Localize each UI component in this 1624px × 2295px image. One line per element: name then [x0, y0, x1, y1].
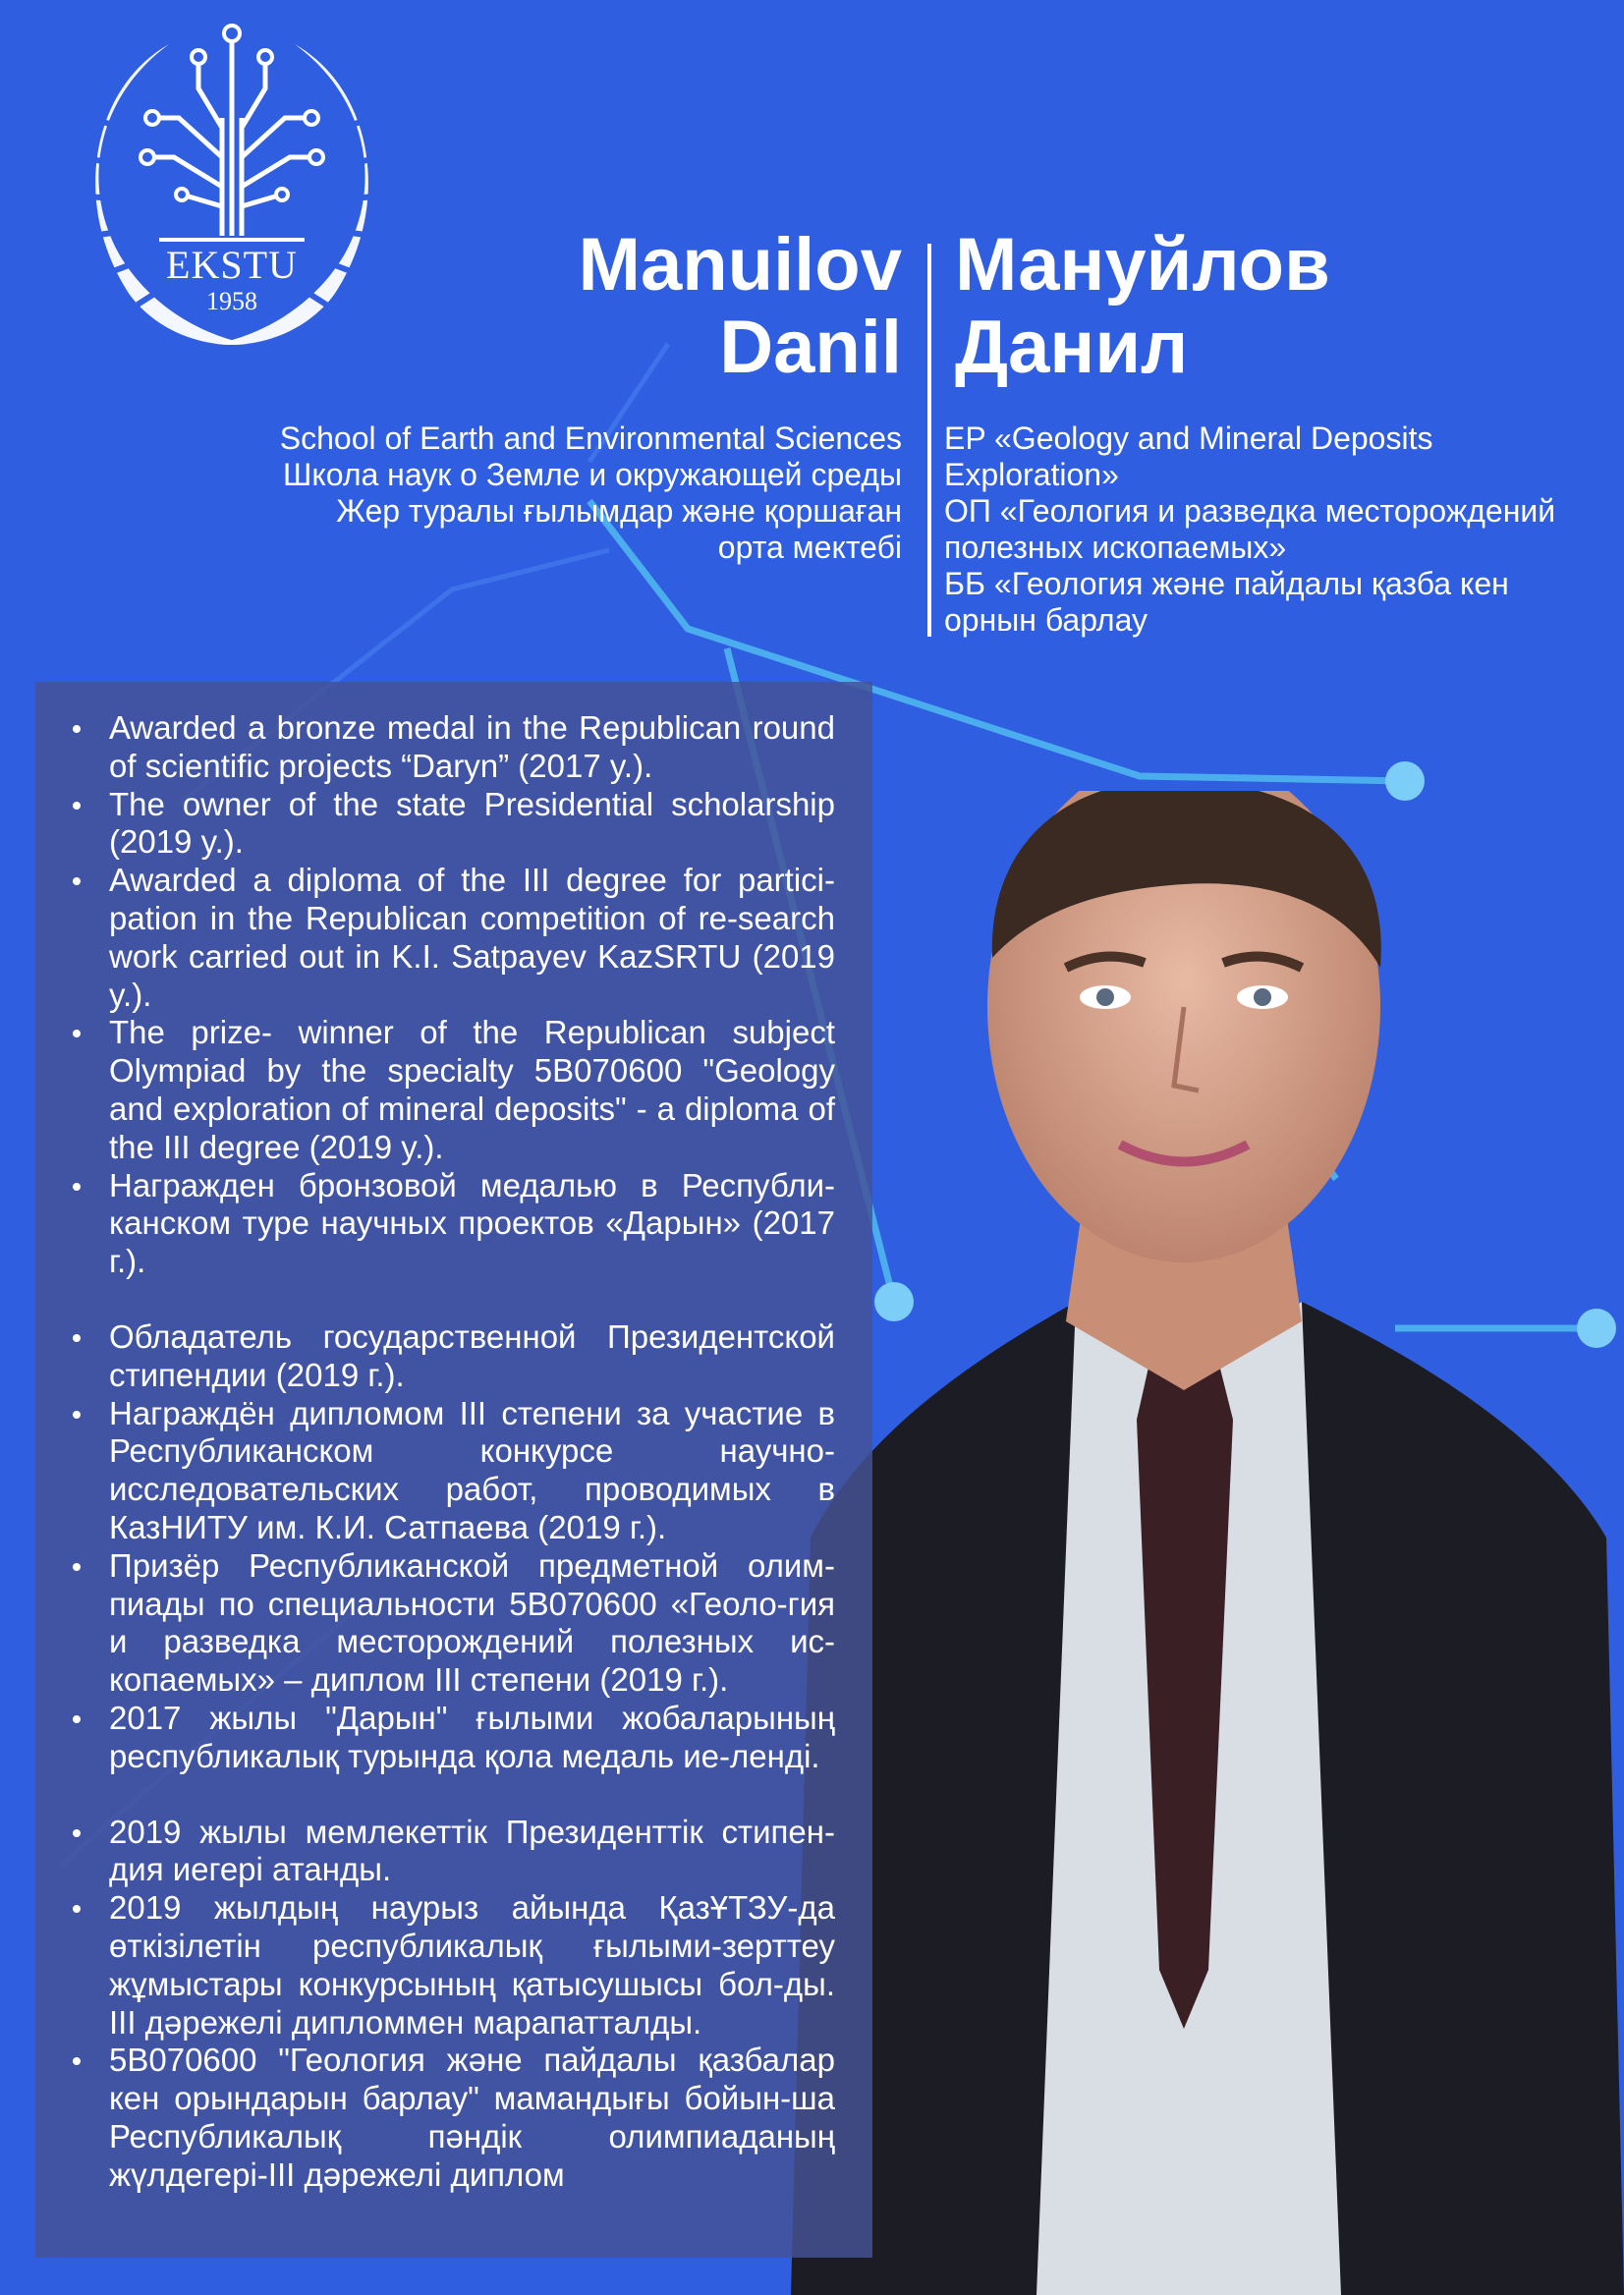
program-line: ОП «Геология и разведка месторождений: [944, 493, 1556, 529]
bullet-icon: [73, 1183, 81, 1191]
name-cyrillic: [955, 224, 1330, 389]
program-line: Exploration»: [944, 457, 1119, 492]
program-line: EP «Geology and Mineral Deposits: [944, 420, 1433, 456]
list-item: Призёр Республиканской предметной олим-пиады по специальности 5В070600 «Геоло-гия и разведка месторождений полезных ис-копаемых» – диплом III степени (2019 г.).: [73, 1547, 835, 1700]
list-item: Awarded a bronze medal in the Republican round of scientific projects “Daryn” (2017 y.).: [73, 709, 835, 786]
school-info: [224, 420, 902, 566]
bullet-icon: [73, 2057, 81, 2065]
surname-latin: Manuilov: [578, 223, 902, 307]
list-item: 2017 жылы "Дарын" ғылыми жобаларының республикалық турында қола медаль ие-ленді.: [73, 1700, 835, 1776]
list-item: The owner of the state Presidential scholarship (2019 y.).: [73, 786, 835, 863]
logo-name: EKSTU: [166, 243, 298, 287]
list-item: Awarded a diploma of the III degree for partici-pation in the Republican competition of re-search work carried out in K.I. Satpayev KazSRTU (2019 y.).: [73, 862, 835, 1014]
logo-year: 1958: [206, 287, 257, 315]
list-item: 2019 жылдың наурыз айында ҚазҰТЗУ-да өткізілетін республикалық ғылыми-зерттеу жұмыстары конкурсының қатысушысы бол-ды. III дәрежелі дипломмен марапатталды.: [73, 1889, 835, 2042]
list-item: 2019 жылы мемлекеттік Президенттік стипен-дия иегері атанды.: [73, 1814, 835, 1890]
person-photo: [752, 791, 1624, 2295]
list-item: Награжден бронзовой медалью в Республи-канском туре научных проектов «Дарын» (2017 г.).: [73, 1167, 835, 1281]
firstname-latin: Danil: [719, 306, 902, 389]
school-line: Жер туралы ғылымдар және қоршаған: [336, 493, 902, 529]
program-line: полезных ископаемых»: [944, 530, 1287, 565]
firstname-cyrillic: Данил: [955, 306, 1189, 389]
program-line: орнын барлау: [944, 602, 1148, 638]
divider: [927, 244, 931, 637]
bullet-icon: [73, 802, 81, 810]
surname-cyrillic: Мануйлов: [955, 223, 1330, 307]
program-info: [944, 420, 1612, 639]
achievements-list: [73, 709, 835, 2194]
list-item: Обладатель государственной Президентской стипендии (2019 г.).: [73, 1318, 835, 1395]
school-line: орта мектебі: [717, 530, 902, 565]
bullet-icon: [73, 877, 81, 885]
bullet-icon: [73, 1715, 81, 1723]
bullet-icon: [73, 1905, 81, 1913]
university-logo: [51, 10, 413, 354]
program-line: ББ «Геология және пайдалы қазба кен: [944, 566, 1509, 601]
bullet-icon: [73, 1563, 81, 1571]
bullet-icon: [73, 1829, 81, 1837]
school-line: Школа наук о Земле и окружающей среды: [283, 457, 902, 492]
list-item: 5В070600 "Геология және пайдалы қазбалар кен орындарын барлау" мамандығы бойын-ша Республикалық пәндік олимпиаданың жүлдегері-III дәрежелі диплом: [73, 2042, 835, 2194]
bullet-icon: [73, 1411, 81, 1419]
bullet-icon: [73, 725, 81, 733]
school-line: School of Earth and Environmental Sciences: [279, 420, 902, 456]
name-latin: [579, 224, 902, 389]
bullet-icon: [73, 1334, 81, 1342]
list-item: Награждён дипломом III степени за участие в Республиканском конкурсе научно-исследовательских работ, проводимых в КазНИТУ им. К.И. Сатпаева (2019 г.).: [73, 1395, 835, 1547]
list-item: The prize- winner of the Republican subject Olympiad by the specialty 5B070600 "Geology and exploration of mineral deposits" - a diploma of the III degree (2019 y.).: [73, 1014, 835, 1166]
ekstu-logo-tree-icon: [154, 39, 309, 236]
bullet-icon: [73, 1030, 81, 1037]
